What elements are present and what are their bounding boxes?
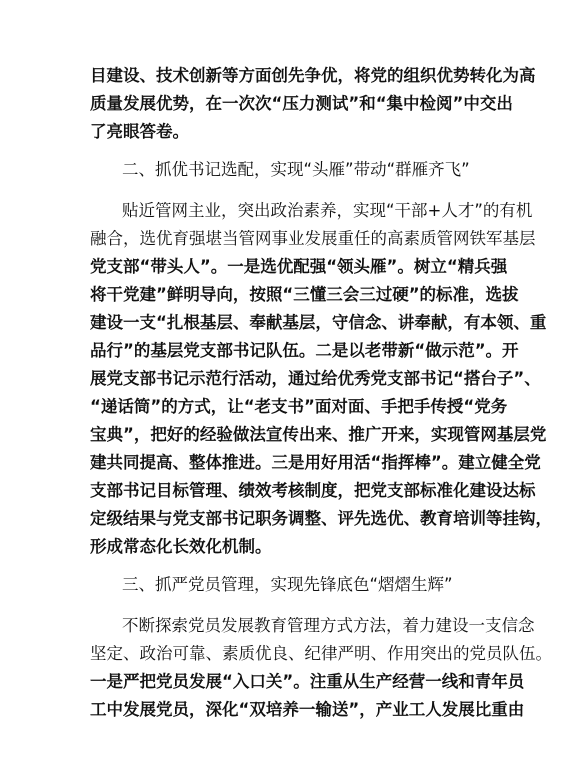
text-line: 展党支部书记示范行活动，通过给优秀党支部书记“搭台子”、 bbox=[90, 369, 541, 388]
text-line: 将干党建”鲜明导向，按照“三懂三会三过硬”的标准，选拔 bbox=[90, 285, 519, 304]
text-line: 形成常态化长效化机制。 bbox=[90, 537, 272, 556]
paragraph bbox=[90, 62, 536, 146]
text-line: 质量发展优势，在一次次“压力测试”和“集中检阅”中交出 bbox=[90, 94, 513, 113]
text-line: 党支部“带头人”。一是选优配强“领头雁”。树立“精兵强 bbox=[90, 257, 508, 276]
paragraph bbox=[90, 612, 552, 724]
section-heading: 二、抓优书记选配，实现“头雁”带动“群雁齐飞” bbox=[122, 160, 470, 179]
text-line: 品行”的基层党支部书记队伍。二是以老带新“做示范”。开 bbox=[90, 341, 519, 360]
text-line: 工中发展党员，深化“双培养一输送”，产业工人发展比重由 bbox=[90, 700, 525, 719]
text-line: 目建设、技术创新等方面创先争优，将党的组织优势转化为高 bbox=[90, 66, 536, 85]
text-line: “递话筒”的方式，让“老支书”面对面、手把手传授“党务 bbox=[90, 397, 508, 416]
text-line: 不断探索党员发展教育管理方式方法，着力建设一支信念 bbox=[122, 616, 535, 635]
text-line: 支部书记目标管理、绩效考核制度，把党支部标准化建设达标 bbox=[90, 481, 536, 500]
text-line: 一是严把党员发展“入口关”。注重从生产经营一线和青年员 bbox=[90, 672, 525, 691]
document-body bbox=[90, 62, 552, 724]
text-line: 贴近管网主业，突出政治素养，实现“干部+人才”的有机 bbox=[122, 201, 533, 220]
text-line: 了亮眼答卷。 bbox=[90, 122, 189, 141]
section-heading: 三、抓严党员管理，实现先锋底色“熠熠生辉” bbox=[122, 575, 453, 594]
text-line: 建共同提高、整体推进。三是用好用活“指挥棒”。建立健全党 bbox=[90, 453, 541, 472]
text-line: 定级结果与党支部书记职务调整、评先选优、教育培训等挂钩， bbox=[90, 509, 552, 528]
text-line: 坚定、政治可靠、素质优良、纪律严明、作用突出的党员队伍。 bbox=[90, 644, 552, 663]
text-line: 建设一支“扎根基层、奉献基层，守信念、讲奉献，有本领、重 bbox=[90, 313, 547, 332]
text-line: 宝典”，把好的经验做法宣传出来、推广开来，实现管网基层党 bbox=[90, 425, 547, 444]
paragraph bbox=[90, 197, 552, 561]
text-line: 融合，选优育强堪当管网事业发展重任的高素质管网铁军基层 bbox=[90, 229, 536, 248]
